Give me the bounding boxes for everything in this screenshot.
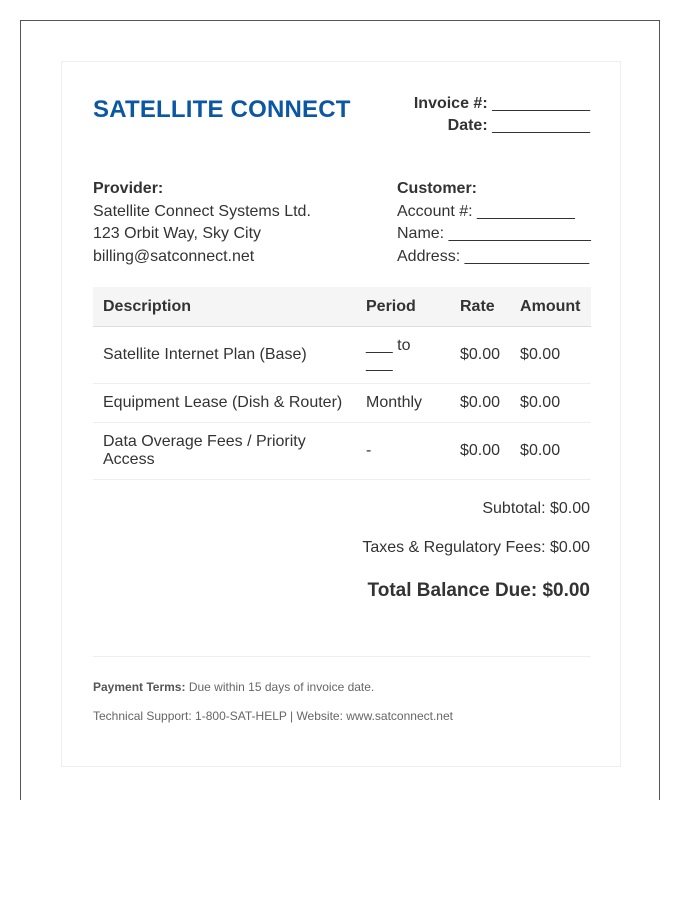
line-items-table	[93, 287, 591, 480]
invoice-number-row	[414, 93, 590, 115]
row-rate: $0.00	[450, 423, 510, 480]
taxes-fees: Taxes & Regulatory Fees: $0.00	[362, 539, 590, 556]
customer-block	[397, 178, 591, 268]
provider-block	[93, 178, 311, 268]
customer-account: Account #: ___________	[397, 202, 575, 220]
header-amount: Amount	[510, 287, 591, 327]
invoice-number-value: ___________	[492, 95, 590, 112]
footer-divider	[93, 656, 591, 657]
header-rate: Rate	[450, 287, 510, 327]
customer-heading: Customer:	[397, 180, 478, 197]
header-period: Period	[356, 287, 450, 327]
row-period: Monthly	[356, 384, 450, 423]
row-amount: $0.00	[510, 423, 591, 480]
row-rate: $0.00	[450, 384, 510, 423]
table-row	[93, 327, 591, 384]
invoice-card	[61, 61, 621, 767]
row-amount: $0.00	[510, 384, 591, 423]
provider-heading: Provider:	[93, 180, 164, 197]
row-period: ___ to ___	[356, 327, 450, 384]
invoice-meta	[414, 93, 590, 137]
row-description: Equipment Lease (Dish & Router)	[93, 384, 356, 423]
provider-email: billing@satconnect.net	[93, 247, 255, 265]
payment-terms	[93, 680, 374, 694]
row-description: Data Overage Fees / Priority Access	[93, 423, 356, 480]
header-description: Description	[93, 287, 356, 327]
table-row	[93, 384, 591, 423]
subtotal: Subtotal: $0.00	[482, 500, 590, 517]
table-row	[93, 423, 591, 480]
invoice-date-label: Date:	[447, 117, 488, 134]
brand-title: SATELLITE CONNECT	[93, 96, 351, 123]
support-info: Technical Support: 1-800-SAT-HELP | Website: www.satconnect.net	[93, 709, 453, 723]
total-balance-due: Total Balance Due: $0.00	[367, 580, 590, 601]
invoice-date-row	[414, 115, 590, 137]
table-header-row	[93, 287, 591, 327]
customer-address: Address: ______________	[397, 247, 590, 265]
payment-terms-text: Due within 15 days of invoice date.	[185, 680, 375, 694]
row-rate: $0.00	[450, 327, 510, 384]
customer-name: Name: ________________	[397, 225, 591, 242]
invoice-date-value: ___________	[492, 117, 590, 134]
provider-address: 123 Orbit Way, Sky City	[93, 225, 262, 242]
payment-terms-label: Payment Terms:	[93, 680, 186, 694]
row-period: -	[356, 423, 450, 480]
row-description: Satellite Internet Plan (Base)	[93, 327, 356, 384]
invoice-number-label: Invoice #:	[413, 95, 488, 112]
provider-name: Satellite Connect Systems Ltd.	[93, 202, 311, 220]
row-amount: $0.00	[510, 327, 591, 384]
